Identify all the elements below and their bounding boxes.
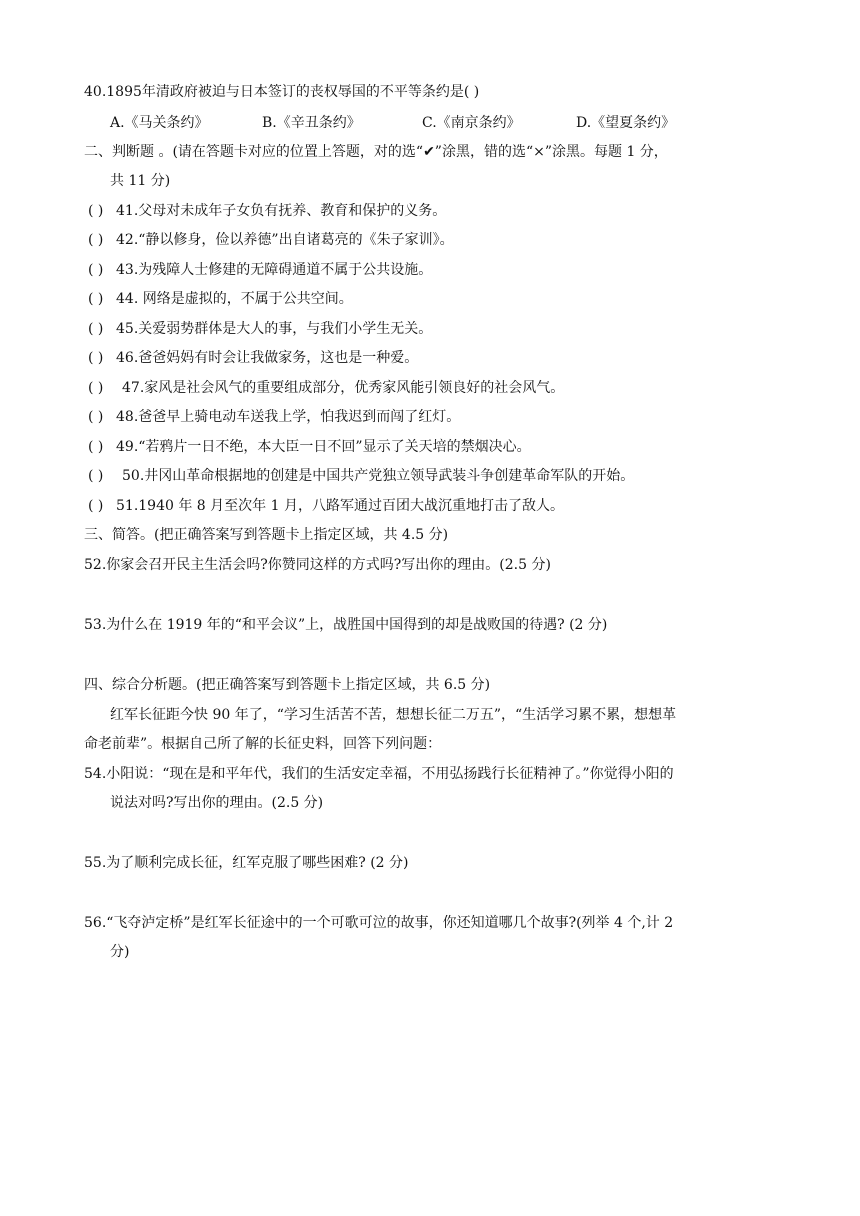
judge-text: 46.爸爸妈妈有时会让我做家务，这也是一种爱。 xyxy=(116,350,419,366)
judge-text: 48.爸爸早上骑电动车送我上学，怕我迟到而闯了红灯。 xyxy=(116,409,461,425)
option-b: B.《辛丑条约》 xyxy=(262,115,361,131)
answer-paren[interactable]: ( ) xyxy=(88,321,104,337)
judge-item-43 xyxy=(88,260,432,280)
judge-text: 50.井冈山革命根据地的创建是中国共产党独立领导武装斗争创建革命军队的开始。 xyxy=(122,468,635,484)
judge-item-50 xyxy=(88,466,634,486)
judge-text: 49.“若鸦片一日不绝，本大臣一日不回”显示了关天培的禁烟决心。 xyxy=(116,439,531,455)
answer-paren[interactable]: ( ) xyxy=(88,350,104,366)
judge-text: 51.1940 年 8 月至次年 1 月，八路军通过百团大战沉重地打击了敌人。 xyxy=(116,498,564,514)
section-4-intro: 红军长征距今快 90 年了，“学习生活苦不苦，想想长征二万五”，“生活学习累不累，想想革 xyxy=(110,707,677,723)
judge-item-42 xyxy=(88,230,454,250)
judge-text: 42.“静以修身，俭以养德”出自诸葛亮的《朱子家训》。 xyxy=(116,232,454,248)
answer-paren[interactable]: ( ) xyxy=(88,498,104,514)
question-56: 56.“飞夺泸定桥”是红军长征途中的一个可歌可泣的故事，你还知道哪几个故事?(列举 4 个,计 2 xyxy=(84,915,674,931)
judge-item-51 xyxy=(88,496,564,516)
judge-item-47 xyxy=(88,378,564,398)
answer-paren[interactable]: ( ) xyxy=(88,203,104,219)
judge-text: 47.家风是社会风气的重要组成部分，优秀家风能引领良好的社会风气。 xyxy=(122,380,565,396)
question-40-stem: 40.1895年清政府被迫与日本签订的丧权辱国的不平等条约是( ) xyxy=(84,84,480,100)
question-54-cont: 说法对吗?写出你的理由。(2.5 分) xyxy=(110,795,324,811)
option-d: D.《望夏条约》 xyxy=(576,115,676,131)
section-2-heading-cont: 共 11 分) xyxy=(110,173,171,189)
section-4-intro-cont: 命老前辈”。根据自己所了解的长征史料，回答下列问题： xyxy=(84,736,442,752)
judge-text: 45.关爱弱势群体是大人的事，与我们小学生无关。 xyxy=(116,321,433,337)
judge-text: 44. 网络是虚拟的，不属于公共空间。 xyxy=(116,291,353,307)
section-2-heading: 二、判断题 。(请在答题卡对应的位置上答题，对的选“✔”涂黑，错的选“×”涂黑。每题 1 分， xyxy=(84,144,668,160)
answer-paren[interactable]: ( ) xyxy=(88,409,104,425)
answer-paren[interactable]: ( ) xyxy=(88,291,104,307)
answer-paren[interactable]: ( ) xyxy=(88,439,104,455)
judge-text: 41.父母对未成年子女负有抚养、教育和保护的义务。 xyxy=(116,203,447,219)
section-4-heading: 四、综合分析题。(把正确答案写到答题卡上指定区域，共 6.5 分) xyxy=(84,677,491,693)
answer-paren[interactable]: ( ) xyxy=(88,380,104,396)
option-c: C.《南京条约》 xyxy=(422,115,521,131)
option-a: A.《马关条约》 xyxy=(110,115,209,131)
section-3-heading: 三、简答。(把正确答案写到答题卡上指定区域，共 4.5 分) xyxy=(84,527,449,543)
judge-item-45 xyxy=(88,319,432,339)
question-56-cont: 分) xyxy=(110,944,130,960)
answer-paren[interactable]: ( ) xyxy=(88,468,104,484)
judge-item-49 xyxy=(88,437,531,457)
question-40-options xyxy=(110,113,750,133)
question-54: 54.小阳说：“现在是和平年代，我们的生活安定幸福，不用弘扬践行长征精神了。”你觉得小阳的 xyxy=(84,766,674,782)
question-55: 55.为了顺利完成长征，红军克服了哪些困难? (2 分) xyxy=(84,855,409,871)
judge-item-44 xyxy=(88,289,353,309)
judge-item-48 xyxy=(88,407,460,427)
question-52: 52.你家会召开民主生活会吗?你赞同这样的方式吗?写出你的理由。(2.5 分) xyxy=(84,557,551,573)
judge-item-46 xyxy=(88,348,418,368)
answer-paren[interactable]: ( ) xyxy=(88,232,104,248)
judge-item-41 xyxy=(88,201,446,221)
question-53: 53.为什么在 1919 年的“和平会议”上，战胜国中国得到的却是战败国的待遇? (2 分) xyxy=(84,617,608,633)
judge-text: 43.为残障人士修建的无障碍通道不属于公共设施。 xyxy=(116,262,433,278)
answer-paren[interactable]: ( ) xyxy=(88,262,104,278)
